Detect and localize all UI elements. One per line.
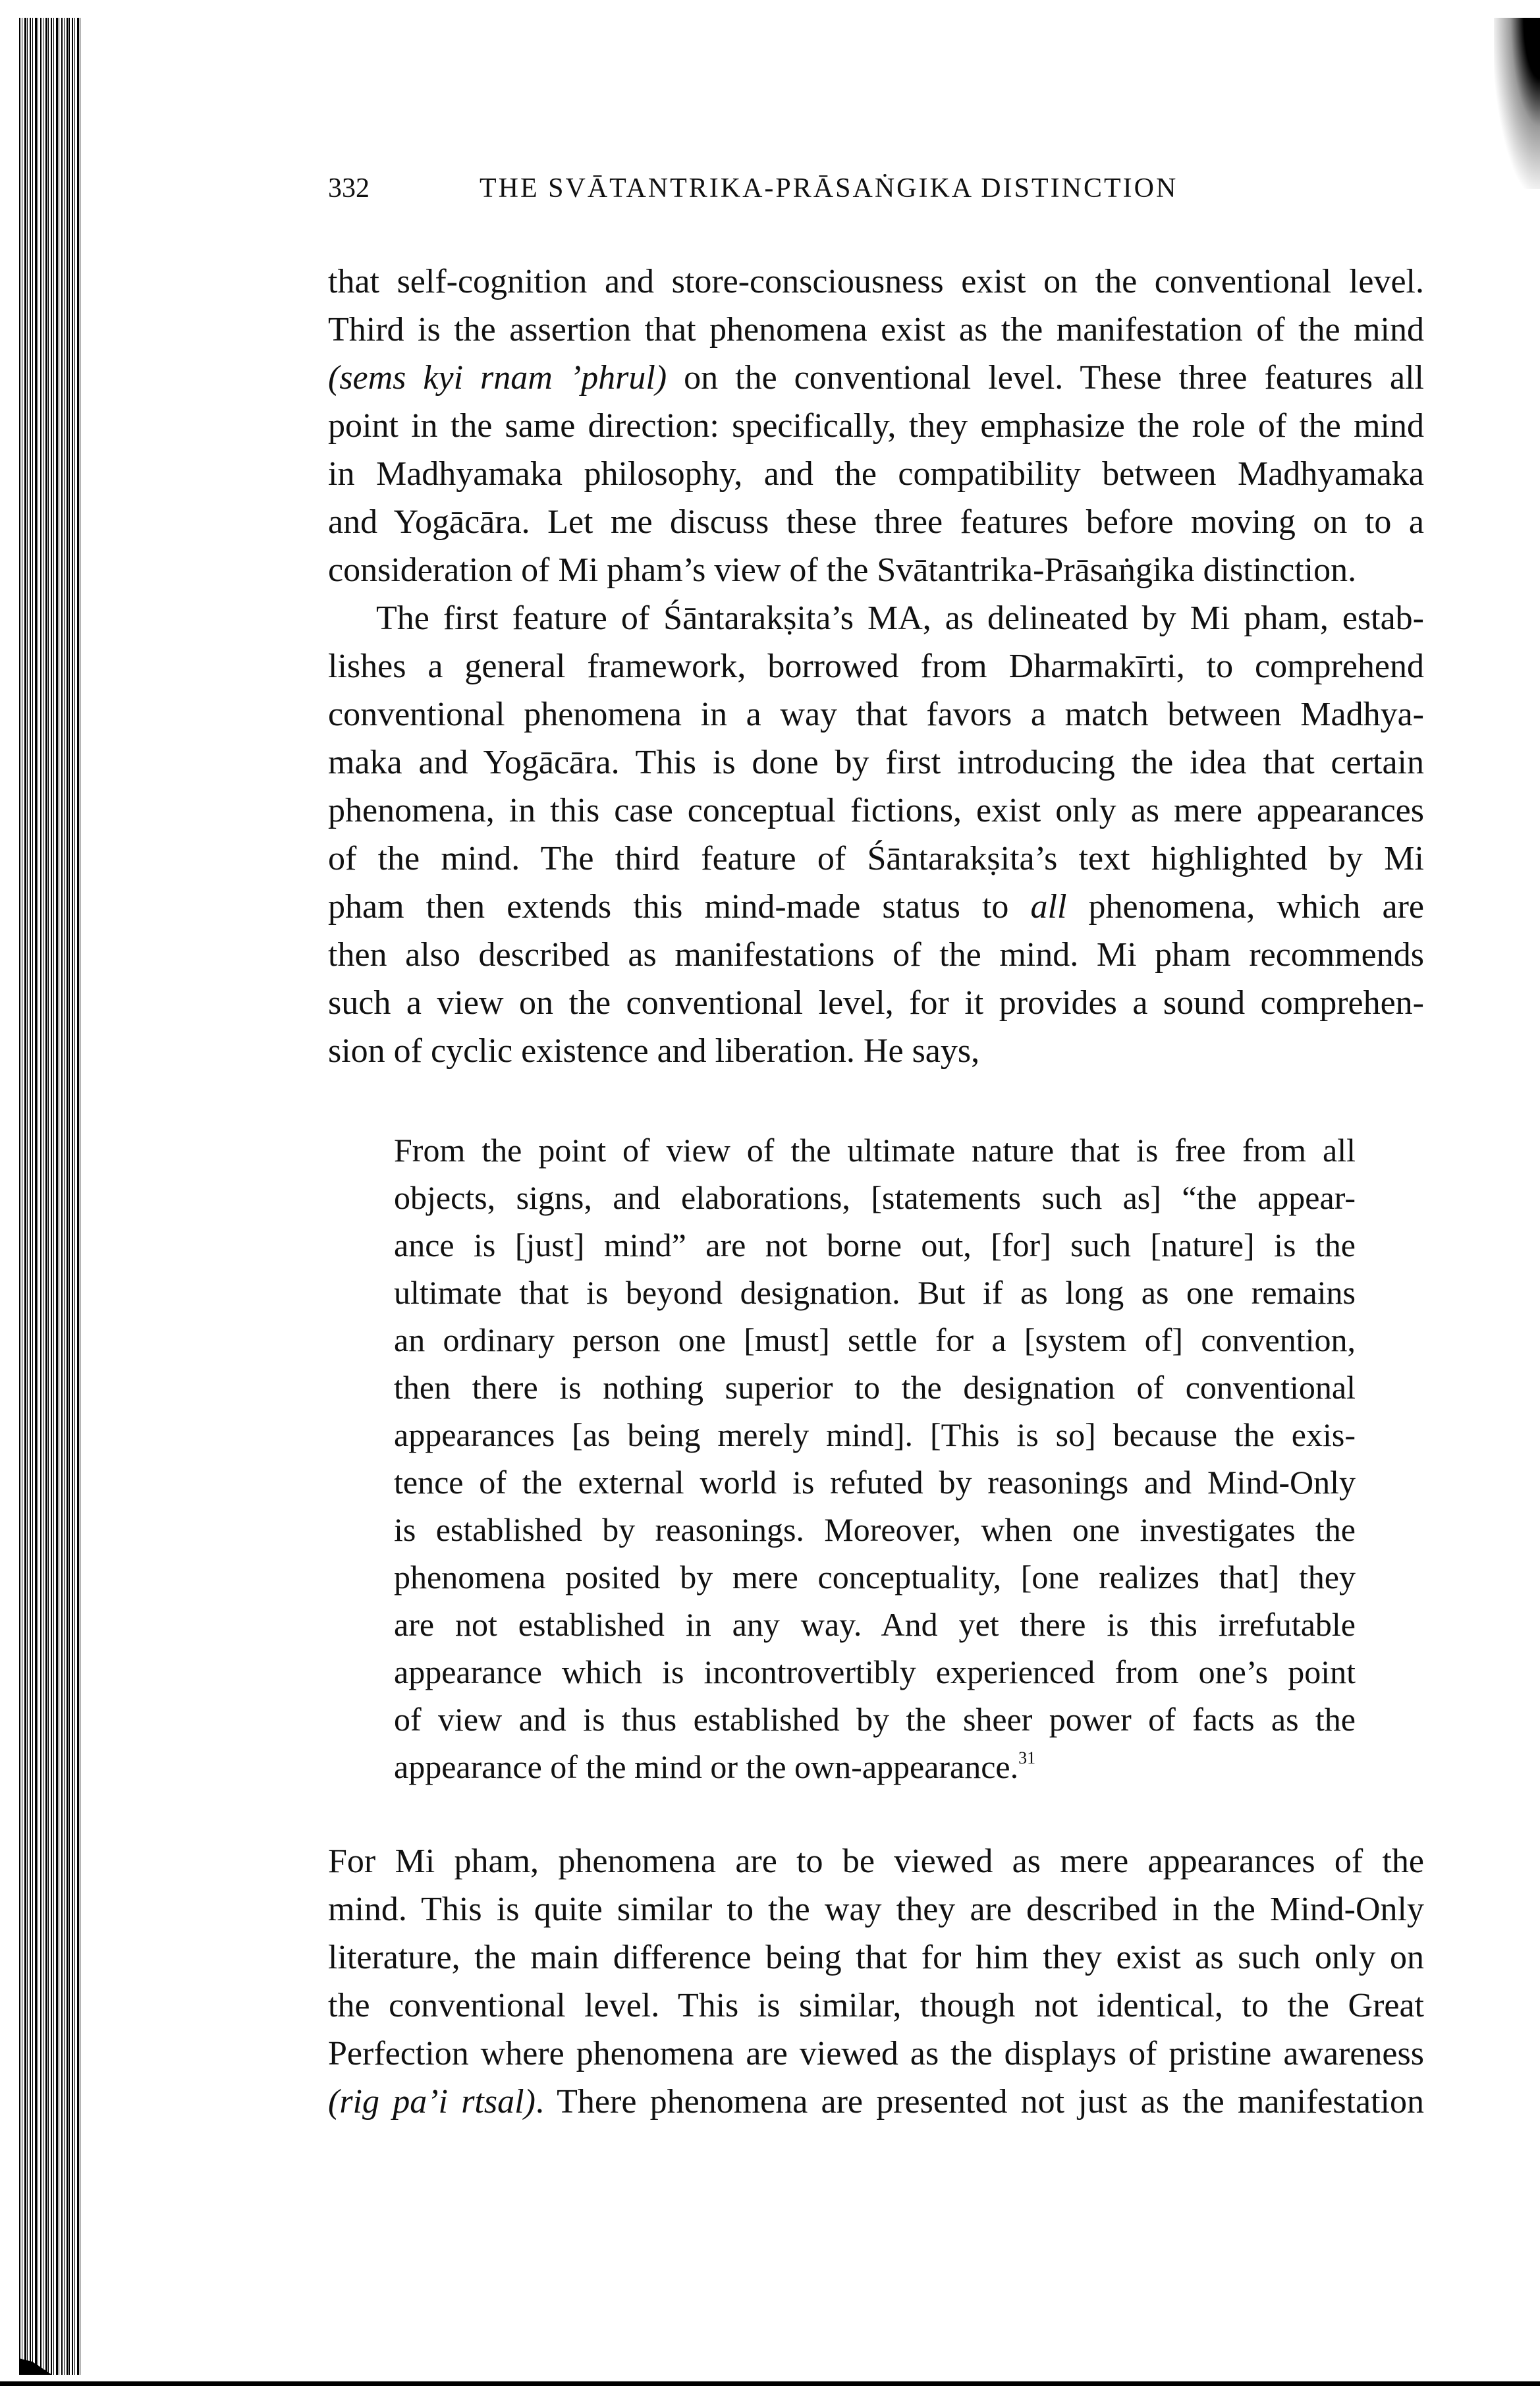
text-line: point in the same direction: specifically, they emphasize the role of the mind: [328, 407, 1424, 445]
text-line: Perfection where phenomena are viewed as the displays of pristine awareness: [328, 2035, 1424, 2072]
text-line: consideration of Mi pham’s view of the Svātantrika-Prāsaṅgika distinction.: [328, 551, 1357, 589]
text-line: the conventional level. This is similar, though not identical, to the Great: [328, 1987, 1424, 2024]
text-line: and Yogācāra. Let me discuss these three features before moving on to a: [328, 503, 1424, 541]
footnote-reference[interactable]: 31: [1018, 1748, 1036, 1767]
quote-line: are not established in any way. And yet there is this irrefutable: [394, 1606, 1356, 1643]
text-line: that self-cognition and store-consciousness exist on the conventional level.: [328, 263, 1424, 300]
tibetan-term: (rig pa’i rtsal): [328, 2083, 536, 2121]
text-line: maka and Yogācāra. This is done by first introducing the idea that certain: [328, 744, 1424, 781]
text-line: For Mi pham, phenomena are to be viewed as mere appearances of the: [328, 1843, 1424, 1880]
text-line: (sems kyi rnam ’phrul) on the conventional level. These three features all: [328, 359, 1424, 397]
text-line: mind. This is quite similar to the way they are described in the Mind-Only: [328, 1891, 1424, 1928]
text-line: lishes a general framework, borrowed from Dharmakīrti, to comprehend: [328, 648, 1424, 685]
quote-line: appearance of the mind or the own-appearance.$^{31}$: [394, 1748, 1036, 1785]
quote-line: ultimate that is beyond designation. But if as long as one remains: [394, 1274, 1356, 1311]
scan-bottom-edge: [0, 2381, 1540, 2386]
page-number: 332: [328, 173, 370, 204]
text-line: Third is the assertion that phenomena exist as the manifestation of the mind: [328, 311, 1424, 348]
text-line: such a view on the conventional level, for it provides a sound comprehen-: [328, 984, 1424, 1022]
quote-line: appearance which is incontrovertibly experienced from one’s point: [394, 1653, 1356, 1690]
text-line: conventional phenomena in a way that favors a match between Madhya-: [328, 696, 1424, 733]
text-line: phenomena, in this case conceptual fictions, exist only as mere appearances: [328, 792, 1424, 829]
text-line: then also described as manifestations of the mind. Mi pham recommends: [328, 936, 1424, 974]
quote-line: appearances [as being merely mind]. [This is so] because the exis-: [394, 1416, 1356, 1453]
text-line: literature, the main difference being that for him they exist as such only on: [328, 1939, 1424, 1976]
quote-line: From the point of view of the ultimate nature that is free from all: [394, 1132, 1356, 1169]
running-head: [328, 173, 1316, 204]
quote-line: objects, signs, and elaborations, [statements such as] “the appear-: [394, 1179, 1356, 1216]
quote-line: of view and is thus established by the sheer power of facts as the: [394, 1701, 1356, 1738]
quote-line: tence of the external world is refuted by reasonings and Mind-Only: [394, 1464, 1356, 1501]
quote-line: is established by reasonings. Moreover, when one investigates the: [394, 1511, 1356, 1548]
book-binding-edge: [19, 18, 81, 2375]
quote-line: ance is [just] mind” are not borne out, [for] such [nature] is the: [394, 1227, 1356, 1263]
running-head-title: THE SVĀTANTRIKA-PRĀSAṄGIKA DISTINCTION: [480, 173, 1178, 204]
emphasis: all: [1030, 888, 1067, 926]
text-line: pham then extends this mind-made status to all phenomena, which are: [328, 888, 1424, 926]
quote-line: phenomena posited by mere conceptuality, [one realizes that] they: [394, 1559, 1356, 1595]
text-line: in Madhyamaka philosophy, and the compatibility between Madhyamaka: [328, 455, 1424, 493]
tibetan-term: (sems kyi rnam ’phrul): [328, 359, 667, 397]
text-line: of the mind. The third feature of Śāntarakṣita’s text highlighted by Mi: [328, 840, 1424, 877]
quote-line: then there is nothing superior to the designation of conventional: [394, 1369, 1356, 1406]
scan-corner-shadow: [1494, 18, 1540, 189]
text-line: sion of cyclic existence and liberation. He says,: [328, 1032, 980, 1070]
quote-line: an ordinary person one [must] settle for a [system of] convention,: [394, 1321, 1356, 1358]
text-line: The first feature of Śāntarakṣita’s MA, as delineated by Mi pham, estab-: [376, 599, 1424, 637]
text-line: (rig pa’i rtsal). There phenomena are presented not just as the manifestation: [328, 2083, 1425, 2121]
